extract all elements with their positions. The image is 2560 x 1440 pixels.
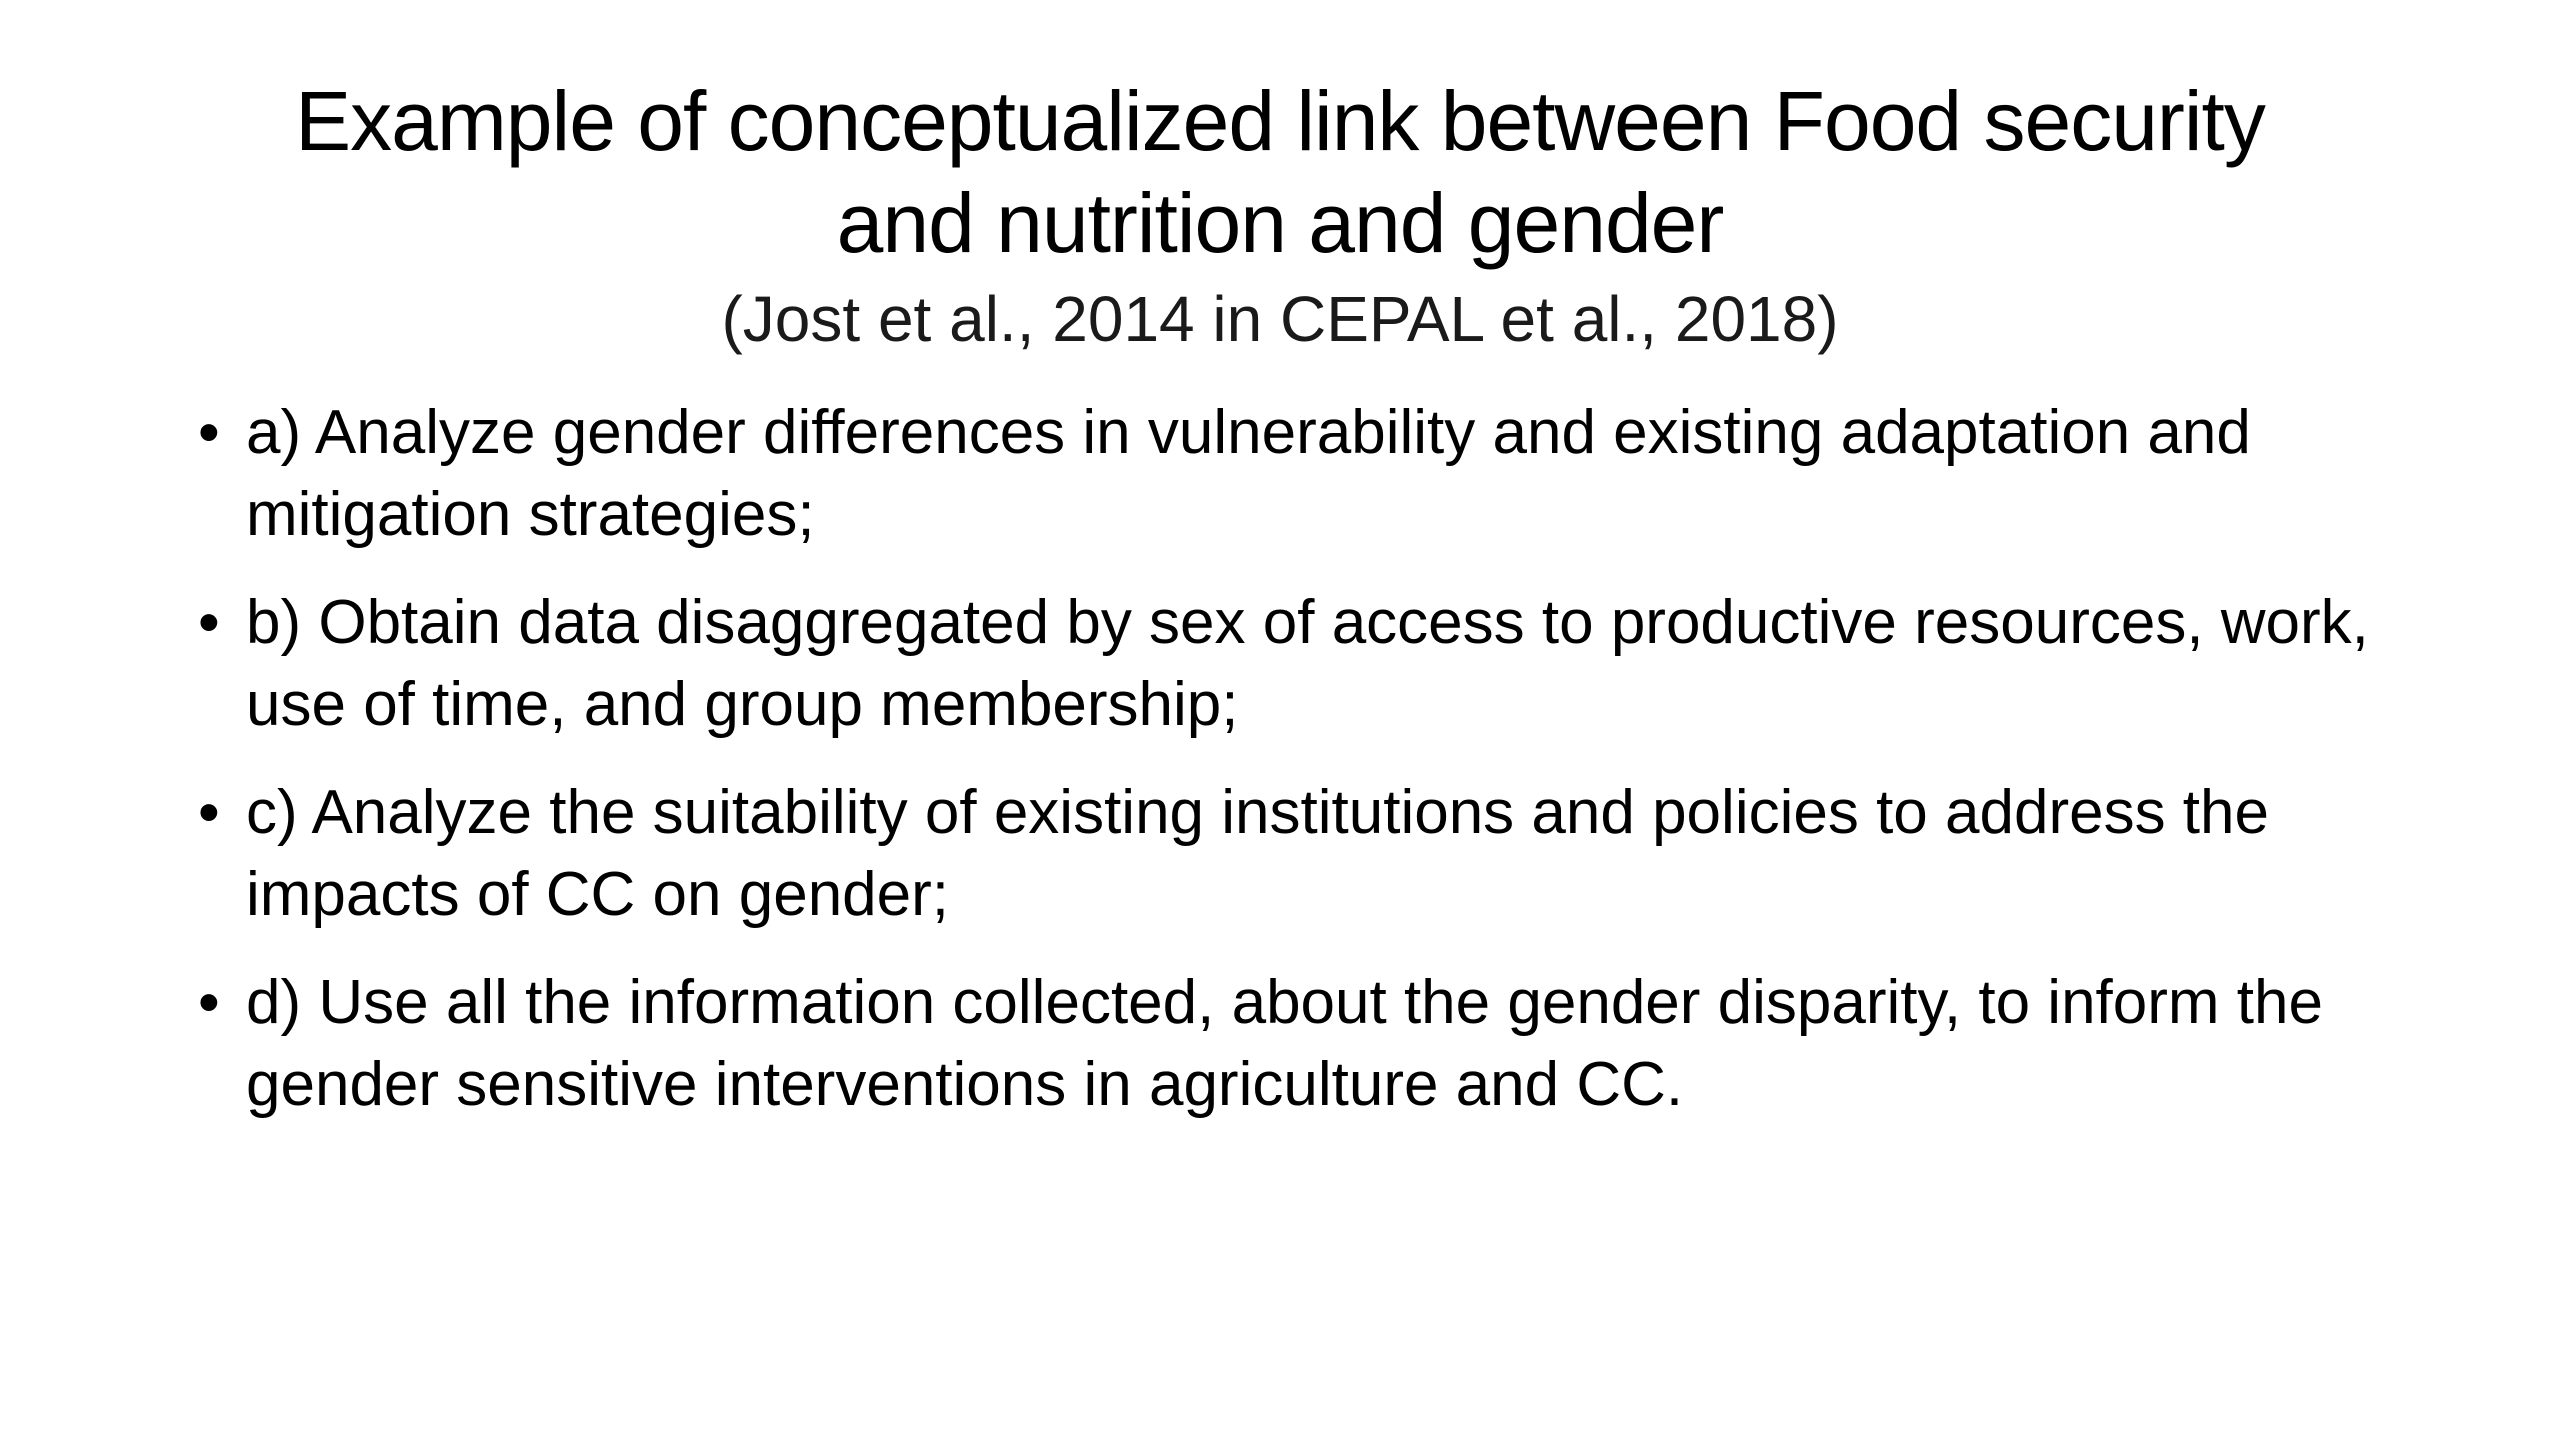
bullet-item [198, 772, 2418, 936]
bullet-list [198, 392, 2418, 1152]
bullet-point-icon: • [198, 588, 220, 657]
bullet-point-icon: • [198, 968, 220, 1037]
bullet-text: a) Analyze gender differences in vulnerability and existing adaptation and mitigation strategies; [246, 398, 2251, 549]
slide-subtitle: (Jost et al., 2014 in CEPAL et al., 2018) [721, 283, 1839, 355]
bullet-item [198, 962, 2418, 1126]
slide-title: Example of conceptualized link between Food security and nutrition and gender [295, 74, 2265, 270]
bullet-text: b) Obtain data disaggregated by sex of access to productive resources, work, use of time, and group membership; [246, 588, 2369, 739]
bullet-item [198, 582, 2418, 746]
bullet-text: d) Use all the information collected, about the gender disparity, to inform the gender sensitive interventions in agriculture and CC. [246, 968, 2323, 1119]
title-block [0, 70, 2560, 364]
bullet-point-icon: • [198, 398, 220, 467]
bullet-item [198, 392, 2418, 556]
bullet-point-icon: • [198, 778, 220, 847]
bullet-text: c) Analyze the suitability of existing institutions and policies to address the impacts of CC on gender; [246, 778, 2269, 929]
